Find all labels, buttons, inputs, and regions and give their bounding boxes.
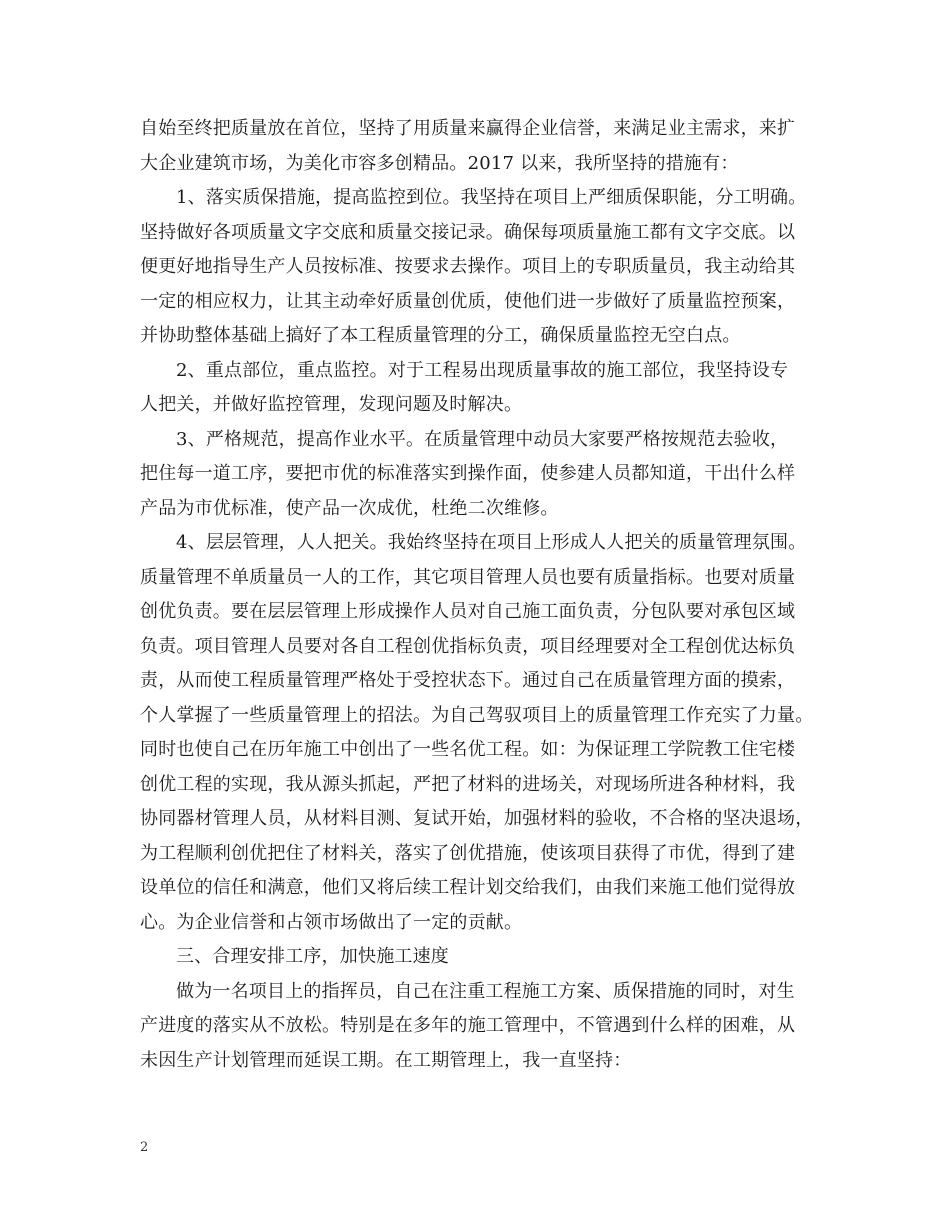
text-line: 3、严格规范，提高作业水平。在质量管理中动员大家要严格按规范去验收， xyxy=(176,428,789,450)
text-line: 自始至终把质量放在首位，坚持了用质量来赢得企业信誉，来满足业主需求，来扩 xyxy=(140,118,796,139)
text-line: 个人掌握了一些质量管理上的招法。为自己驾驭项目上的质量管理工作充实了力量。 xyxy=(140,704,814,726)
text-line: 责，从而使工程质量管理严格处于受控状态下。通过自己在质量管理方面的摸索， xyxy=(140,670,796,691)
text-line: 为工程顺利创优把住了材料关，落实了创优措施，使该项目获得了市优，得到了建 xyxy=(140,842,796,864)
text-line: 创优工程的实现，我从源头抓起，严把了材料的进场关，对现场所进各种材料，我 xyxy=(140,773,796,795)
text-line: 把住每一道工序，要把市优的标准落实到操作面，使参建人员都知道，干出什么样 xyxy=(140,463,796,484)
text-line: 产品为市优标准，使产品一次成优，杜绝二次维修。 xyxy=(140,497,559,519)
text-line: 做为一名项目上的指挥员，自己在注重工程施工方案、质保措施的同时，对生 xyxy=(176,980,795,1002)
text-line: 1、落实质保措施，提高监控到位。我坚持在项目上严细质保职能，分工明确。 xyxy=(176,187,807,208)
text-line: 心。为企业信誉和占领市场做出了一定的贡献。 xyxy=(140,911,523,933)
text-line: 未因生产计划管理而延误工期。在工期管理上，我一直坚持： xyxy=(140,1049,632,1071)
text-line: 便更好地指导生产人员按标准、按要求去操作。项目上的专职质量员，我主动给其 xyxy=(140,256,796,277)
text-line: 坚持做好各项质量文字交底和质量交接记录。确保每项质量施工都有文字交底。以 xyxy=(140,221,796,243)
text-line: 产进度的落实从不放松。特别是在多年的施工管理中，不管遇到什么样的困难，从 xyxy=(140,1015,796,1036)
text-line: 创优负责。要在层层管理上形成操作人员对自己施工面负责，分包队要对承包区域 xyxy=(140,601,796,622)
text-line: 并协助整体基础上搞好了本工程质量管理的分工，确保质量监控无空白点。 xyxy=(140,325,741,346)
text-line: 一定的相应权力，让其主动牵好质量创优质，使他们进一步做好了质量监控预案， xyxy=(140,290,796,312)
text-line: 协同器材管理人员，从材料目测、复试开始，加强材料的验收，不合格的坚决退场， xyxy=(140,808,814,829)
text-line: 质量管理不单质量员一人的工作，其它项目管理人员也要有质量指标。也要对质量 xyxy=(140,566,796,588)
text-line: 2、重点部位，重点监控。对于工程易出现质量事故的施工部位，我坚持设专 xyxy=(176,359,789,381)
text-line: 三、合理安排工序，加快施工速度 xyxy=(176,946,449,967)
text-line: 人把关，并做好监控管理，发现问题及时解决。 xyxy=(140,394,523,415)
text-line: 同时也使自己在历年施工中创出了一些名优工程。如：为保证理工学院教工住宅楼 xyxy=(140,739,796,760)
text-line: 负责。项目管理人员要对各自工程创优指标负责，项目经理要对全工程创优达标负 xyxy=(140,635,796,657)
text-line: 4、层层管理，人人把关。我始终坚持在项目上形成人人把关的质量管理氛围。 xyxy=(176,532,807,553)
text-line: 大企业建筑市场，为美化市容多创精品。2017 以来，我所坚持的措施有： xyxy=(140,152,739,174)
page-number: 2 xyxy=(140,1140,149,1155)
text-line: 设单位的信任和满意，他们又将后续工程计划交给我们，由我们来施工他们觉得放 xyxy=(140,877,796,898)
document-body xyxy=(140,112,812,1078)
